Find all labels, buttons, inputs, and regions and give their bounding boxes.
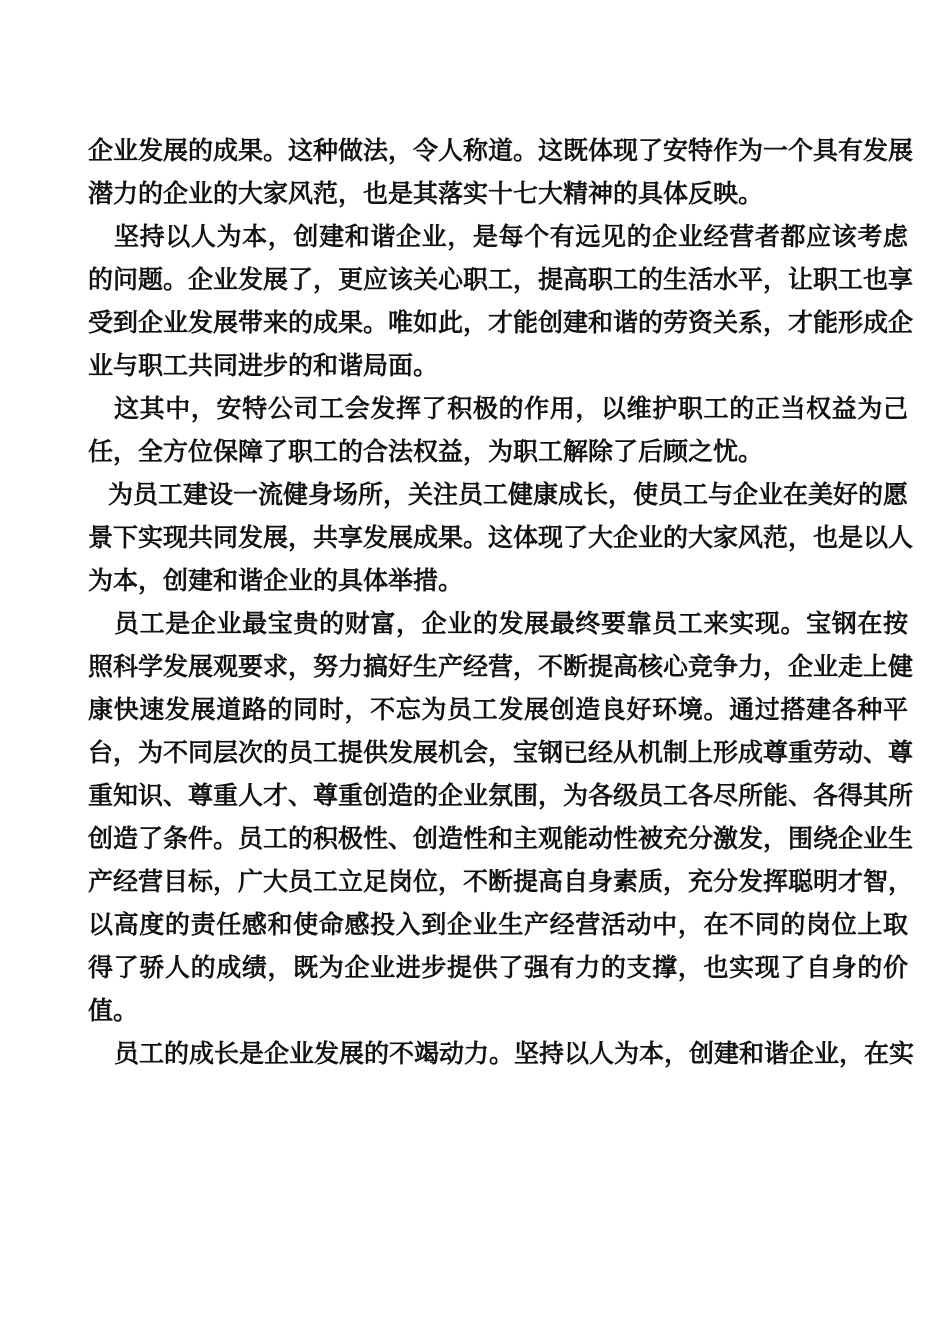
paragraph-line: 受到企业发展带来的成果。唯如此，才能创建和谐的劳资关系，才能形成企 xyxy=(88,308,914,337)
paragraph-line: 员工的成长是企业发展的不竭动力。坚持以人为本，创建和谐企业，在实 xyxy=(114,1039,915,1068)
paragraph-line: 创造了条件。员工的积极性、创造性和主观能动性被充分激发，围绕企业生 xyxy=(88,824,914,853)
paragraph-line: 值。 xyxy=(88,996,139,1025)
paragraph-line: 以高度的责任感和使命感投入到企业生产经营活动中，在不同的岗位上取 xyxy=(88,910,908,939)
paragraph-line: 照科学发展观要求，努力搞好生产经营，不断提高核心竞争力，企业走上健 xyxy=(88,652,914,681)
paragraph-line: 为员工建设一流健身场所，关注员工健康成长，使员工与企业在美好的愿 xyxy=(108,480,909,509)
paragraph-line: 台，为不同层次的员工提供发展机会，宝钢已经从机制上形成尊重劳动、尊 xyxy=(88,738,914,767)
paragraph-line: 任，全方位保障了职工的合法权益，为职工解除了后顾之忧。 xyxy=(88,437,764,466)
paragraph-line: 这其中，安特公司工会发挥了积极的作用，以维护职工的正当权益为己 xyxy=(114,394,908,423)
paragraph-line: 为本，创建和谐企业的具体举措。 xyxy=(88,566,464,595)
paragraph-line: 的问题。企业发展了，更应该关心职工，提高职工的生活水平，让职工也享 xyxy=(88,265,914,294)
paragraph-line: 业与职工共同进步的和谐局面。 xyxy=(88,351,439,380)
paragraph-line: 企业发展的成果。这种做法，令人称道。这既体现了安特作为一个具有发展 xyxy=(88,136,914,165)
paragraph-line: 康快速发展道路的同时，不忘为员工发展创造良好环境。通过搭建各种平 xyxy=(88,695,908,724)
paragraph-line: 潜力的企业的大家风范，也是其落实十七大精神的具体反映。 xyxy=(88,179,764,208)
paragraph-line: 景下实现共同发展，共享发展成果。这体现了大企业的大家风范，也是以人 xyxy=(88,523,914,552)
paragraph-line: 员工是企业最宝贵的财富，企业的发展最终要靠员工来实现。宝钢在按 xyxy=(114,609,908,638)
paragraph-line: 坚持以人为本，创建和谐企业，是每个有远见的企业经营者都应该考虑 xyxy=(114,222,908,251)
paragraph-line: 得了骄人的成绩，既为企业进步提供了强有力的支撑，也实现了自身的价 xyxy=(88,953,908,982)
paragraph-line: 重知识、尊重人才、尊重创造的企业氛围，为各级员工各尽所能、各得其所 xyxy=(88,781,914,810)
document-body xyxy=(88,129,915,1075)
paragraph-line: 产经营目标，广大员工立足岗位，不断提高自身素质，充分发挥聪明才智， xyxy=(88,867,914,896)
